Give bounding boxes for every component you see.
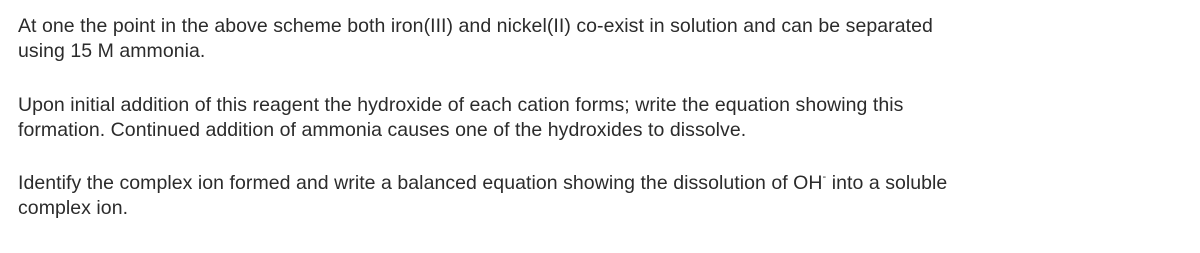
- paragraph-2-line-1: Upon initial addition of this reagent the hydroxide of each cation forms; write the equation showing this: [18, 94, 904, 116]
- paragraph-3-line-2: complex ion.: [18, 197, 129, 219]
- paragraph-1-line-2: using 15 M ammonia.: [18, 40, 206, 62]
- paragraph-hydroxide-formation: [18, 93, 1178, 143]
- paragraph-separation-context: [18, 14, 1178, 64]
- hydroxide-charge-superscript: -: [822, 171, 827, 183]
- question-text: [18, 14, 1178, 221]
- paragraph-3-line-1-end: into a soluble: [826, 172, 948, 194]
- paragraph-complex-ion-task: [18, 171, 1178, 221]
- paragraph-3-line-1-start: Identify the complex ion formed and write a balanced equation showing the dissolution of OH: [18, 172, 823, 194]
- paragraph-2-line-2: formation. Continued addition of ammonia causes one of the hydroxides to dissolve.: [18, 119, 747, 141]
- paragraph-1-line-1: At one the point in the above scheme both iron(III) and nickel(II) co-exist in solution and can be separated: [18, 15, 933, 37]
